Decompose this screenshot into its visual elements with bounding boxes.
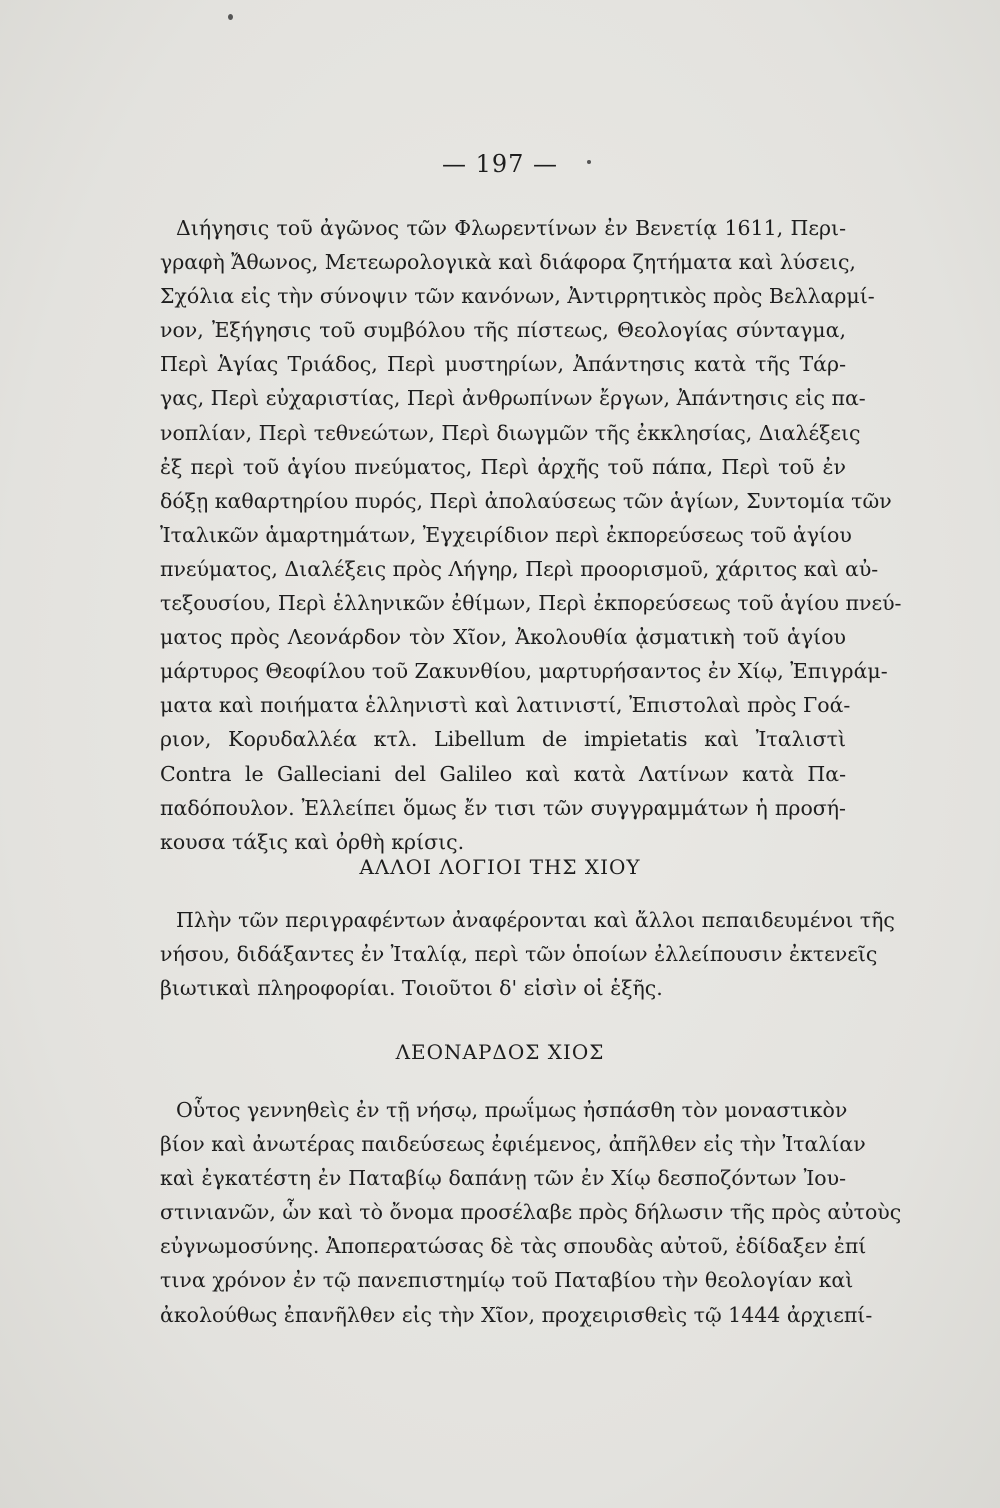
page-number: — 197 —: [441, 150, 559, 178]
text-line: τεξουσίου, Περὶ ἑλληνικῶν ἐθίμων, Περὶ ἐκπορεύσεως τοῦ ἁγίου πνεύ-: [160, 591, 902, 616]
text-line: ἀκολούθως ἐπανῆλθεν εἰς τὴν Χῖον, προχειρισθεὶς τῷ 1444 ἀρχιεπί-: [160, 1302, 873, 1327]
text-line: νοπλίαν, Περὶ τεθνεώτων, Περὶ διωγμῶν τῆς ἐκκλησίας, Διαλέξεις: [160, 420, 861, 445]
text-line: Διήγησις τοῦ ἀγῶνος τῶν Φλωρεντίνων ἐν Βενετίᾳ 1611, Περι-: [176, 216, 846, 240]
text-line: Πλὴν τῶν περιγραφέντων ἀναφέρονται καὶ ἄλλοι πεπαιδευμένοι τῆς: [176, 908, 895, 932]
text-line: γας, Περὶ εὐχαριστίας, Περὶ ἀνθρωπίνων ἔργων, Ἀπάντησις εἰς πα-: [160, 386, 866, 411]
text-line: ματος πρὸς Λεονάρδον τὸν Χῖον, Ἀκολουθία ᾀσματικὴ τοῦ ἁγίου: [160, 625, 846, 650]
text-line: Σχόλια εἰς τὴν σύνοψιν τῶν κανόνων, Ἀντιρρητικὸς πρὸς Βελλαρμί-: [160, 284, 875, 309]
text-line: εὐγνωμοσύνης. Ἀποπερατώσας δὲ τὰς σπουδὰς αὐτοῦ, ἐδίδαξεν ἐπί: [160, 1234, 867, 1259]
text-line: παδόπουλον. Ἐλλείπει ὅμως ἔν τισι τῶν συγγραμμάτων ἡ προσή-: [160, 795, 846, 820]
text-line: ριον, Κορυδαλλέα κτλ. Libellum de impietatis καὶ Ἰταλιστὶ: [160, 727, 846, 752]
text-line: καὶ ἐγκατέστη ἐν Παταβίῳ δαπάνῃ τῶν ἐν Χίῳ δεσποζόντων Ἰου-: [160, 1166, 846, 1191]
section-heading: ΛΕΟΝΑΡΔΟΣ ΧΙΟΣ: [395, 1040, 605, 1064]
text-line: βίον καὶ ἀνωτέρας παιδεύσεως ἐφιέμενος, ἀπῆλθεν εἰς τὴν Ἰταλίαν: [160, 1132, 866, 1157]
section-heading: ΑΛΛΟΙ ΛΟΓΙΟΙ ΤΗΣ ΧΙΟΥ: [359, 855, 641, 879]
text-line: πνεύματος, Διαλέξεις πρὸς Λήγηρ, Περὶ προορισμοῦ, χάριτος καὶ αὐ-: [160, 556, 879, 581]
text-line: δόξῃ καθαρτηρίου πυρός, Περὶ ἀπολαύσεως τῶν ἁγίων, Συντομία τῶν: [160, 488, 892, 513]
text-line: κουσα τάξις καὶ ὀρθὴ κρίσις.: [160, 829, 465, 854]
text-line: γραφὴ Ἄθωνος, Μετεωρολογικὰ καὶ διάφορα ζητήματα καὶ λύσεις,: [160, 250, 856, 275]
text-line: ἐξ περὶ τοῦ ἁγίου πνεύματος, Περὶ ἀρχῆς τοῦ πάπα, Περὶ τοῦ ἐν: [160, 454, 846, 479]
text-line: μάρτυρος Θεοφίλου τοῦ Ζακυνθίου, μαρτυρήσαντος ἐν Χίῳ, Ἐπιγράμ-: [160, 659, 888, 684]
text-line: στινιανῶν, ὧν καὶ τὸ ὄνομα προσέλαβε πρὸς δήλωσιν τῆς πρὸς αὐτοὺς: [160, 1200, 902, 1225]
text-line: ματα καὶ ποιήματα ἑλληνιστὶ καὶ λατινιστί, Ἐπιστολαὶ πρὸς Γοά-: [160, 693, 851, 718]
paragraph-intro: [160, 903, 895, 1005]
text-line: τινα χρόνον ἐν τῷ πανεπιστημίῳ τοῦ Παταβίου τὴν θεολογίαν καὶ: [160, 1268, 854, 1293]
ink-speck: [228, 14, 233, 20]
text-line: νήσου, διδάξαντες ἐν Ἰταλίᾳ, περὶ τῶν ὁποίων ἐλλείπουσιν ἐκτενεῖς: [160, 942, 878, 967]
text-line: βιωτικαὶ πληροφορίαι. Τοιοῦτοι δ' εἰσὶν οἱ ἑξῆς.: [160, 976, 663, 1001]
text-line: Οὗτος γεννηθεὶς ἐν τῇ νήσῳ, πρωΐμως ἠσπάσθη τὸν μοναστικὸν: [176, 1098, 848, 1122]
text-line: Contra le Galleciani del Galileo καὶ κατὰ Λατίνων κατὰ Πα-: [160, 761, 846, 786]
paragraph-bibliography: [160, 211, 902, 859]
text-line: Περὶ Ἁγίας Τριάδος, Περὶ μυστηρίων, Ἀπάντησις κατὰ τῆς Τάρ-: [160, 352, 846, 377]
text-line: Ἰταλικῶν ἁμαρτημάτων, Ἐγχειρίδιον περὶ ἐκπορεύσεως τοῦ ἁγίου: [160, 522, 852, 547]
text-line: νον, Ἐξήγησις τοῦ συμβόλου τῆς πίστεως, Θεολογίας σύνταγμα,: [160, 318, 846, 343]
paragraph-leonardos: [160, 1093, 902, 1332]
